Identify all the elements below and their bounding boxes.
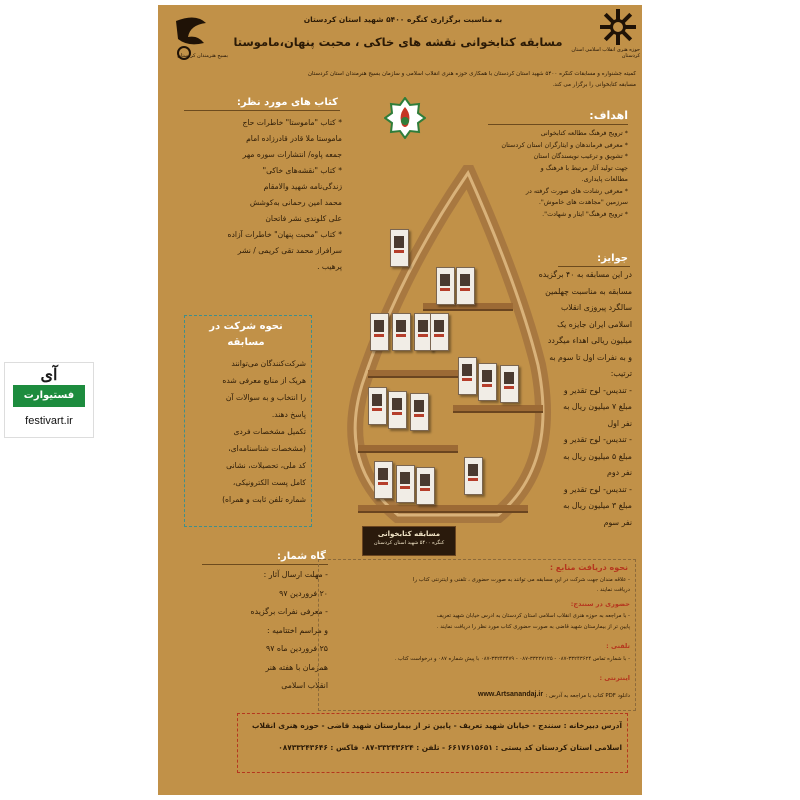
goal-list-line: * معرفی رشادت های صورت گرفته در [525,186,628,195]
goal-list-line: مطالعات پایداری. [581,175,628,183]
prize-line: - تندیس- لوح تقدیر و [563,385,632,395]
schedule-line: - معرفی نفرات برگزیده [250,607,328,616]
book [500,365,519,403]
plaque-line-1: مسابقه کتابخوانی [377,530,441,538]
inperson-line-1: - با مراجعه به حوزه هنری انقلاب اسلامی استان کردستان به آدرس خیابان شهید تعریف [436,613,630,619]
website-link[interactable]: www.Artsanandaj.ir [478,691,544,698]
prize-line: مبلغ ۷ میلیون ریال به [563,402,632,411]
book-list-line: ماموستا ملا قادر قادرزاده امام [246,134,342,143]
book [390,229,409,267]
internet-line: دانلود PDF کتاب با مراجعه به آدرس : [545,693,630,699]
prize-line: سالگرد پیروزی انقلاب [560,303,632,312]
schedule-line: و مراسم اختتامیه : [267,625,328,635]
book [478,363,497,401]
book [430,313,449,351]
book [388,391,407,429]
watermark-url[interactable]: festivart.ir [25,415,73,427]
header-top-line: به مناسبت برگزاری کنگره ۵۴۰۰ شهید استان کردستان [303,15,503,24]
right-logo-caption: بسیج هنرمندان کردستان [177,53,228,59]
participation-line: پاسخ دهند. [271,410,306,419]
plaque-line-2: کنگره ۵۴۰۰ شهید استان کردستان [373,540,445,546]
goal-list-line: * معرفی فرماندهان و ایثارگران استان کردستان [501,140,628,149]
shelf-5 [358,505,528,513]
books-title-underline [184,110,340,111]
internet-title: اینترنتی : [599,674,630,682]
prize-line: نفر اول [607,418,632,428]
prize-line: - تندیس- لوح تقدیر و [563,435,632,444]
participation-line: هریک از منابع معرفی شده [222,376,306,385]
contest-plaque [362,526,456,556]
bookshelf-illustration [328,165,558,535]
participation-line: (مشخصات شناسنامه‌ای، [228,444,306,453]
prize-line: در این مسابقه به ۴۰ برگزیده [538,270,632,279]
book-list-line: محمد امین رحمانی به‌کوشش [249,198,342,207]
participation-list [188,355,306,508]
book [456,267,475,305]
schedule-line: انقلاب اسلامی [281,681,328,690]
book-list-line: سرافراز محمد تقی کریمی / نشر [237,246,342,255]
prize-line: و به نفرات اول تا سوم به [549,352,632,362]
address-line-2: اسلامی استان کردستان کد پستی : ۶۶۱۷۶۱۵۶۵۱ - تلفن : ۳۳۲۴۳۶۲۴-۰۸۷ فاکس : ۰۸۷۳۳۲۴۳۶۴۶ [278,743,622,752]
participation-title-1: نحوه شرکت در [209,321,283,332]
goal-list-line: * تشویق و ترغیب نویسندگان استان [533,152,628,160]
flame-emblem-icon [384,97,426,139]
schedule-title-underline [202,564,328,565]
schedule-line: ۲۰ فروردین ۹۷ [279,588,328,598]
prize-line: - تندیس- لوح تقدیر و [563,484,632,494]
sources-title: نحوه دریافت منابع : [549,563,628,572]
goal-list-line: جهت تولید آثار مرتبط با فرهنگ و [540,163,628,172]
prize-line: مسابقه به مناسبت چهلمین [545,286,632,296]
participation-line: کد ملی، تحصیلات، نشانی [226,461,306,470]
book-list-line: * کتاب "ماموستا" خاطرات حاج [242,118,342,127]
watermark-green-box [13,385,85,407]
book [436,267,455,305]
participation-line: شرکت‌کنندگان می‌توانند [231,359,306,368]
participation-title-2: مسابقه [227,337,265,348]
book [392,313,411,351]
schedule-section-title: گاه شمار: [276,551,326,562]
schedule-list [198,566,328,696]
prize-line: ترتیب: [610,369,632,378]
participation-line: را انتخاب و به سوالات آن [225,393,306,402]
left-logo-caption: حوزه هنری انقلاب اسلامی استان کردستان [571,47,640,59]
congress-emblem [384,97,426,139]
prize-line: نفر سوم [603,517,632,527]
goal-list-line: سرزمین "مجاهدت های خاموش". [538,198,628,206]
book-list-line: * کتاب "نقشه‌های خاکی" [262,166,342,175]
left-logo [600,9,636,45]
goal-list-line: * ترویج فرهنگ" ایثار و شهادت". [542,209,628,218]
book-list-line: زندگی‌نامه شهید والامقام [263,182,342,191]
prize-line: مبلغ ۳ میلیون ریال به [563,501,632,510]
page-title: مسابقه کتابخوانی نقشه های خاکی ، محبت پنهان،ماموستا [233,35,563,49]
schedule-line: همزمان با هفته هنر [265,662,328,672]
book-list-line: جمعه پاوه/ انتشارات سوره مهر [242,150,342,159]
book [416,467,435,505]
intro-line-2: مسابقه کتابخوانی را برگزار می کند. [552,82,636,88]
emblem-logo-icon [600,9,636,45]
prize-line: اسلامی ایران جایزه یک [557,319,632,329]
prize-line: میلیون ریالی اهداء میگردد [547,336,632,345]
phone-title: تلفنی : [606,642,630,650]
book [458,357,477,395]
books-list [166,115,342,275]
participation-line: تکمیل مشخصات فردی [233,427,306,436]
schedule-line: - مهلت ارسال آثار : [263,570,328,579]
sources-line-2: دریافت نمایند . [596,587,630,593]
shelf-2 [368,370,458,378]
participation-line: شماره تلفن ثابت و همراه) [222,495,306,504]
inperson-line-2: پایین تر از بیمارستان شهید قاضی به صورت حضوری کتاب مورد نظر را دریافت نمایند . [436,624,630,630]
schedule-line: ۲۵ فروردین ماه ۹۷ [266,644,328,653]
goal-list-line: * ترویج فرهنگ مطالعه کتابخوانی [540,129,628,137]
books-section-title: کتاب های مورد نظر: [236,97,338,108]
phone-line: - با شماره تماس ۳۳۲۴۳۶۲۴-۰۸۷ - ۳۳۲۲۷۱۲۵-۰۸۷ - ۳۳۲۴۳۴۷۹-۰۸۷ با پیش شماره ۰۸۷ و درخواست کتاب . [394,656,630,662]
prize-line: مبلغ ۵ میلیون ریال به [563,451,632,461]
book [464,457,483,495]
participation-line: کامل پست الکترونیکی، [232,478,306,487]
prize-line: نفر دوم [607,468,632,477]
book [370,313,389,351]
book [374,461,393,499]
address-line-1: آدرس دبیرخانه : سنندج - خیابان شهید تعریف - پایین تر از بیمارستان شهید قاضی - حوزه هنری انقلاب [252,721,622,730]
intro-line-1: کمیته جشنواره و مسابقات کنگره ۵۴۰۰ شهید استان کردستان با همکاری حوزه هنری انقلاب اسلامی و سازمان بسیج هنرمندان استان کردستان [307,71,636,77]
goals-title-underline [488,124,628,125]
book-list-line: * کتاب "محبت پنهان" خاطرات آزاده [227,230,342,239]
goals-section-title: اهداف: [589,109,628,122]
prizes-section-title: جوایز: [597,253,628,264]
book [368,387,387,425]
book-list-line: پرهیب . [317,262,342,271]
sources-line-1: - علاقه مندان جهت شرکت در این مسابقه می توانند به صورت حضوری ، تلفنی و اینترنتی کتاب را [412,577,630,583]
shelf-3 [453,405,543,413]
book [396,465,415,503]
watermark-mid: فستیوارت [23,390,75,401]
book-list-line: علی کلوندی نشر فاتحان [265,214,342,223]
inperson-title: حضوری در سنندج: [570,600,630,608]
shelf-4 [358,445,458,453]
festivart-watermark [4,362,94,438]
watermark-top: آی [40,367,58,384]
poster [158,5,642,795]
book [410,393,429,431]
